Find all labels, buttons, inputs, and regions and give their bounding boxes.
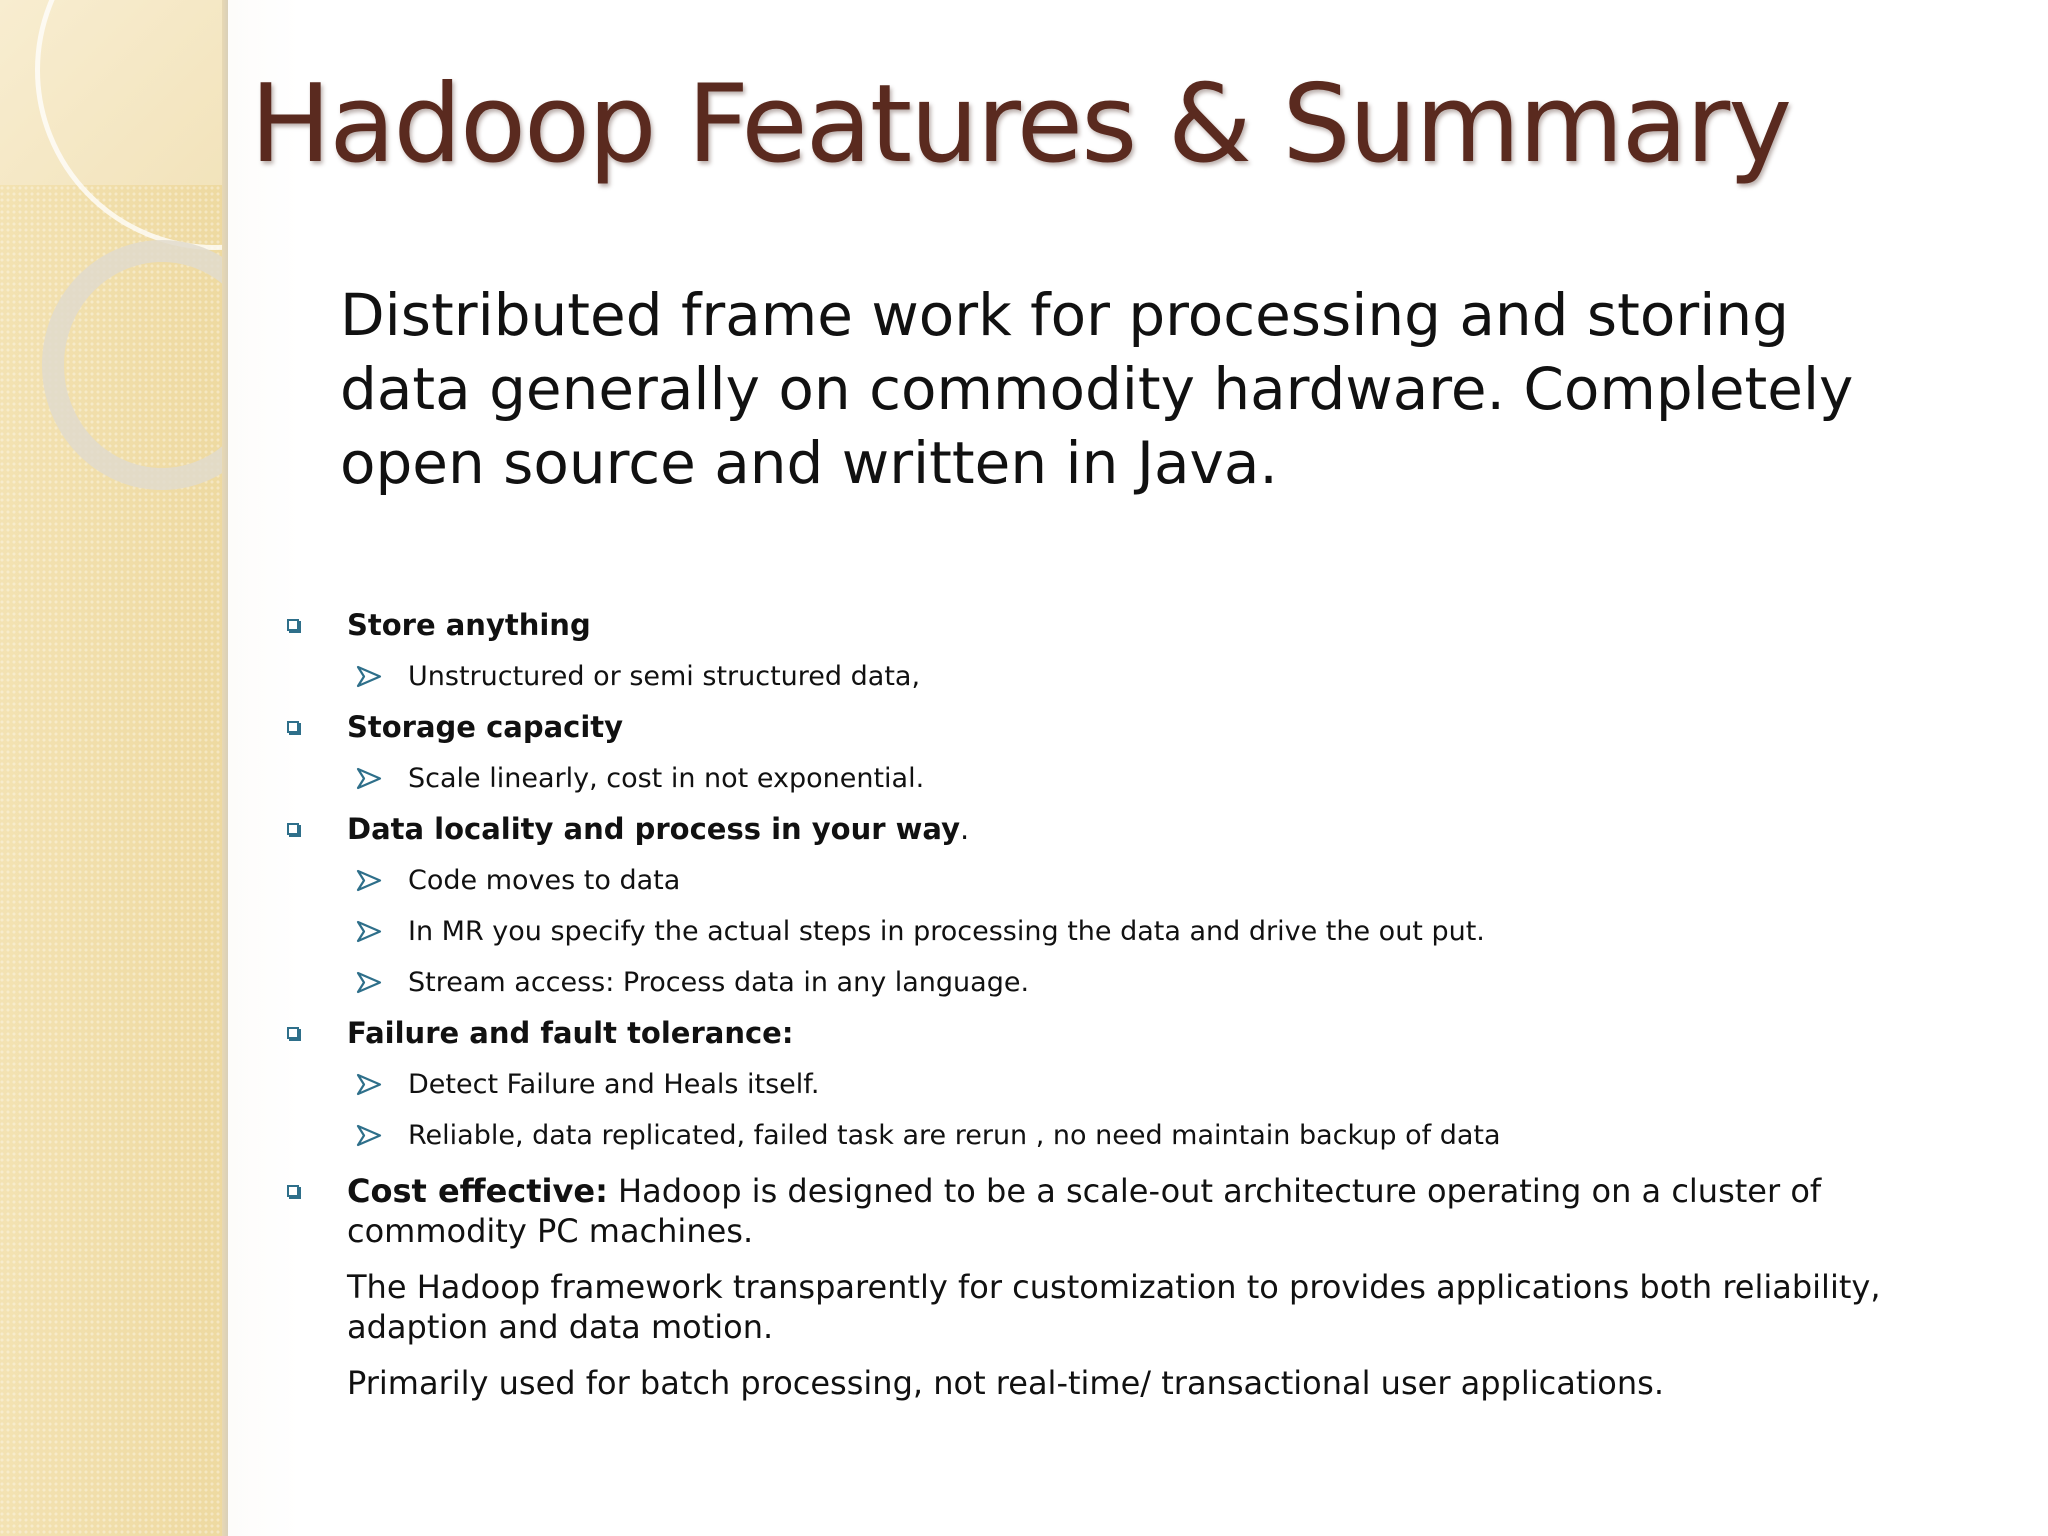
feature-label: Failure and fault tolerance: (347, 1016, 794, 1050)
arrow-bullet-icon (354, 753, 384, 804)
decorative-ring-large (35, 0, 228, 250)
feature-detail (282, 906, 1922, 957)
feature-detail-text: Unstructured or semi structured data, (408, 661, 921, 692)
arrow-bullet-icon (354, 957, 384, 1008)
feature-point (282, 804, 1922, 855)
square-bullet-icon (287, 619, 299, 631)
cost-effective-point (282, 1165, 1947, 1251)
feature-label: Data locality and process in your way (347, 812, 960, 846)
feature-list (282, 600, 1922, 1403)
feature-detail-text: In MR you specify the actual steps in processing the data and drive the out put. (408, 916, 1485, 947)
decorative-side-panel (0, 0, 228, 1536)
feature-detail (282, 753, 1922, 804)
feature-point (282, 600, 1922, 651)
square-bullet-icon (287, 1027, 299, 1039)
cost-effective-label: Cost effective: (347, 1172, 608, 1210)
feature-detail-text: Stream access: Process data in any language. (408, 967, 1030, 998)
feature-label: Storage capacity (347, 710, 624, 744)
intro-text: Distributed frame work for processing and storing data generally on commodity hardware. Completely open source and written in Java. (340, 281, 1854, 497)
feature-detail-text: Code moves to data (408, 865, 681, 896)
square-bullet-icon (287, 721, 299, 733)
feature-detail (282, 1059, 1922, 1110)
decorative-ring-small (42, 240, 228, 490)
cost-effective-text: Hadoop is designed to be a scale-out architecture operating on a cluster of commodity PC machines. (347, 1172, 1822, 1250)
slide-title: Hadoop Features & Summary (250, 62, 1791, 187)
feature-detail (282, 1110, 1922, 1161)
side-panel-edge (222, 0, 228, 1536)
feature-detail (282, 957, 1922, 1008)
arrow-bullet-icon (354, 651, 384, 702)
feature-point (282, 1008, 1922, 1059)
feature-detail-text: Reliable, data replicated, failed task are rerun , no need maintain backup of data (408, 1120, 1501, 1151)
arrow-bullet-icon (354, 906, 384, 957)
feature-detail-text: Scale linearly, cost in not exponential. (408, 763, 925, 794)
arrow-bullet-icon (354, 1110, 384, 1161)
feature-detail (282, 651, 1922, 702)
feature-detail-text: Detect Failure and Heals itself. (408, 1069, 820, 1100)
feature-detail (282, 855, 1922, 906)
feature-label-suffix: . (960, 812, 970, 846)
summary-paragraph: Primarily used for batch processing, not real-time/ transactional user applications. (347, 1364, 1664, 1402)
square-bullet-icon (287, 823, 299, 835)
arrow-bullet-icon (354, 855, 384, 906)
feature-label: Store anything (347, 608, 591, 642)
summary-paragraph: The Hadoop framework transparently for customization to provides applications both reliability, adaption and data motion. (347, 1268, 1881, 1346)
feature-point (282, 702, 1922, 753)
square-bullet-icon (287, 1185, 299, 1197)
arrow-bullet-icon (354, 1059, 384, 1110)
